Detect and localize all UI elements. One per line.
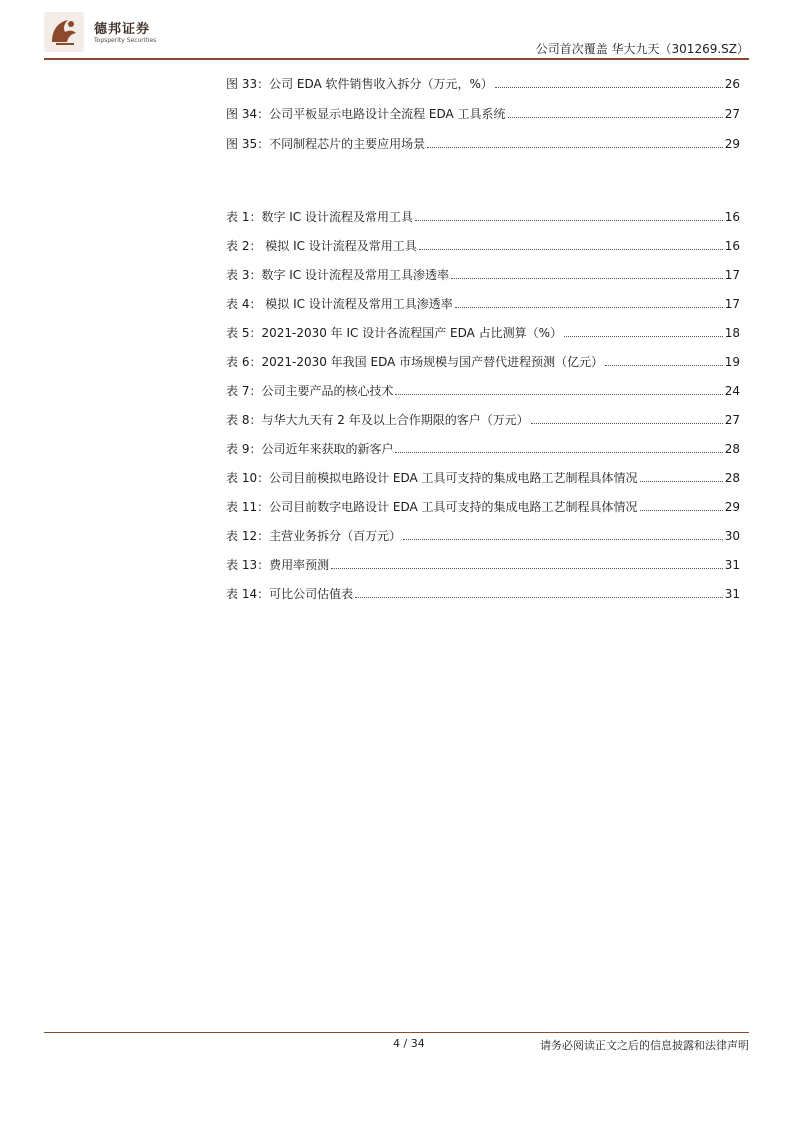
toc-entry[interactable]	[226, 554, 740, 572]
dot-leader	[355, 597, 723, 598]
dot-leader	[403, 539, 723, 540]
toc-entry[interactable]	[226, 409, 740, 427]
toc-entry-page: 29	[724, 137, 740, 151]
toc-entry-label: 表 5：2021-2030 年 IC 设计各流程国产 EDA 占比测算（%）	[226, 326, 563, 340]
toc-entry[interactable]	[226, 583, 740, 601]
toc-entry-page: 16	[724, 210, 740, 224]
toc-entry[interactable]	[226, 525, 740, 543]
toc-entry[interactable]	[226, 496, 740, 514]
toc-entry-label: 表 10：公司目前模拟电路设计 EDA 工具可支持的集成电路工艺制程具体情况	[226, 471, 638, 485]
company-logo	[44, 12, 204, 56]
toc-entry-label: 图 33：公司 EDA 软件销售收入拆分（万元，%）	[226, 77, 493, 91]
toc-entry[interactable]	[226, 467, 740, 485]
toc-entry[interactable]	[226, 380, 740, 398]
toc-entry-page: 28	[724, 471, 740, 485]
toc-entry-label: 表 1：数字 IC 设计流程及常用工具	[226, 210, 413, 224]
toc-entry-page: 30	[724, 529, 740, 543]
dot-leader	[451, 278, 723, 279]
toc-entry-page: 27	[724, 413, 740, 427]
toc-entry-label: 表 4： 模拟 IC 设计流程及常用工具渗透率	[226, 297, 453, 311]
toc-entry-label: 表 2： 模拟 IC 设计流程及常用工具	[226, 239, 417, 253]
toc-entry-label: 表 13：费用率预测	[226, 558, 330, 572]
toc-entry-label: 图 35：不同制程芯片的主要应用场景	[226, 137, 426, 151]
dot-leader	[531, 423, 723, 424]
toc-entry-page: 31	[724, 587, 740, 601]
dot-leader	[508, 117, 723, 118]
toc-entry-page: 17	[724, 268, 740, 282]
toc-entry-page: 27	[724, 107, 740, 121]
dot-leader	[640, 481, 723, 482]
toc-entry[interactable]	[226, 133, 740, 151]
toc-entry[interactable]	[226, 438, 740, 456]
toc-entry[interactable]	[226, 73, 740, 91]
dot-leader	[495, 87, 723, 88]
footer-divider	[44, 1032, 749, 1033]
toc-entry-page: 17	[724, 297, 740, 311]
toc-entry[interactable]	[226, 264, 740, 282]
toc-entry-page: 26	[724, 77, 740, 91]
toc-entry-label: 表 7：公司主要产品的核心技术	[226, 384, 394, 398]
disclaimer-text: 请务必阅读正文之后的信息披露和法律声明	[540, 1039, 749, 1052]
dot-leader	[395, 394, 722, 395]
logo-text-en: Topsperity Securities	[94, 37, 157, 44]
logo-text-cn: 德邦证券	[94, 22, 151, 37]
report-title: 公司首次覆盖 华大九天（301269.SZ）	[535, 42, 749, 56]
logo-mark-icon	[44, 12, 84, 52]
toc-entry-label: 图 34：公司平板显示电路设计全流程 EDA 工具系统	[226, 107, 506, 121]
dot-leader	[640, 510, 723, 511]
toc-entry[interactable]	[226, 235, 740, 253]
toc-entry-label: 表 3：数字 IC 设计流程及常用工具渗透率	[226, 268, 449, 282]
dot-leader	[331, 568, 723, 569]
dot-leader	[605, 365, 723, 366]
toc-entry-label: 表 8：与华大九天有 2 年及以上合作期限的客户（万元）	[226, 413, 529, 427]
header-divider	[44, 58, 749, 60]
toc-entry-page: 19	[724, 355, 740, 369]
toc-entry-page: 16	[724, 239, 740, 253]
toc-entry-page: 18	[724, 326, 740, 340]
dot-leader	[415, 220, 723, 221]
dot-leader	[419, 249, 723, 250]
page-number: 4 / 34	[393, 1037, 425, 1050]
toc-entry[interactable]	[226, 351, 740, 369]
toc-entry-page: 29	[724, 500, 740, 514]
toc-entry[interactable]	[226, 103, 740, 121]
dot-leader	[564, 336, 723, 337]
toc-entry[interactable]	[226, 293, 740, 311]
toc-entry[interactable]	[226, 322, 740, 340]
dot-leader	[455, 307, 723, 308]
toc-entry-page: 31	[724, 558, 740, 572]
dot-leader	[395, 452, 722, 453]
dot-leader	[427, 147, 723, 148]
toc-entry-label: 表 14：可比公司估值表	[226, 587, 354, 601]
toc-entry-page: 24	[724, 384, 740, 398]
toc-entry-label: 表 12：主营业务拆分（百万元）	[226, 529, 402, 543]
toc-entry-label: 表 9：公司近年来获取的新客户	[226, 442, 394, 456]
toc-entry-label: 表 11：公司目前数字电路设计 EDA 工具可支持的集成电路工艺制程具体情况	[226, 500, 638, 514]
toc-entry-page: 28	[724, 442, 740, 456]
toc-entry-label: 表 6：2021-2030 年我国 EDA 市场规模与国产替代进程预测（亿元）	[226, 355, 604, 369]
toc-entry[interactable]	[226, 206, 740, 224]
